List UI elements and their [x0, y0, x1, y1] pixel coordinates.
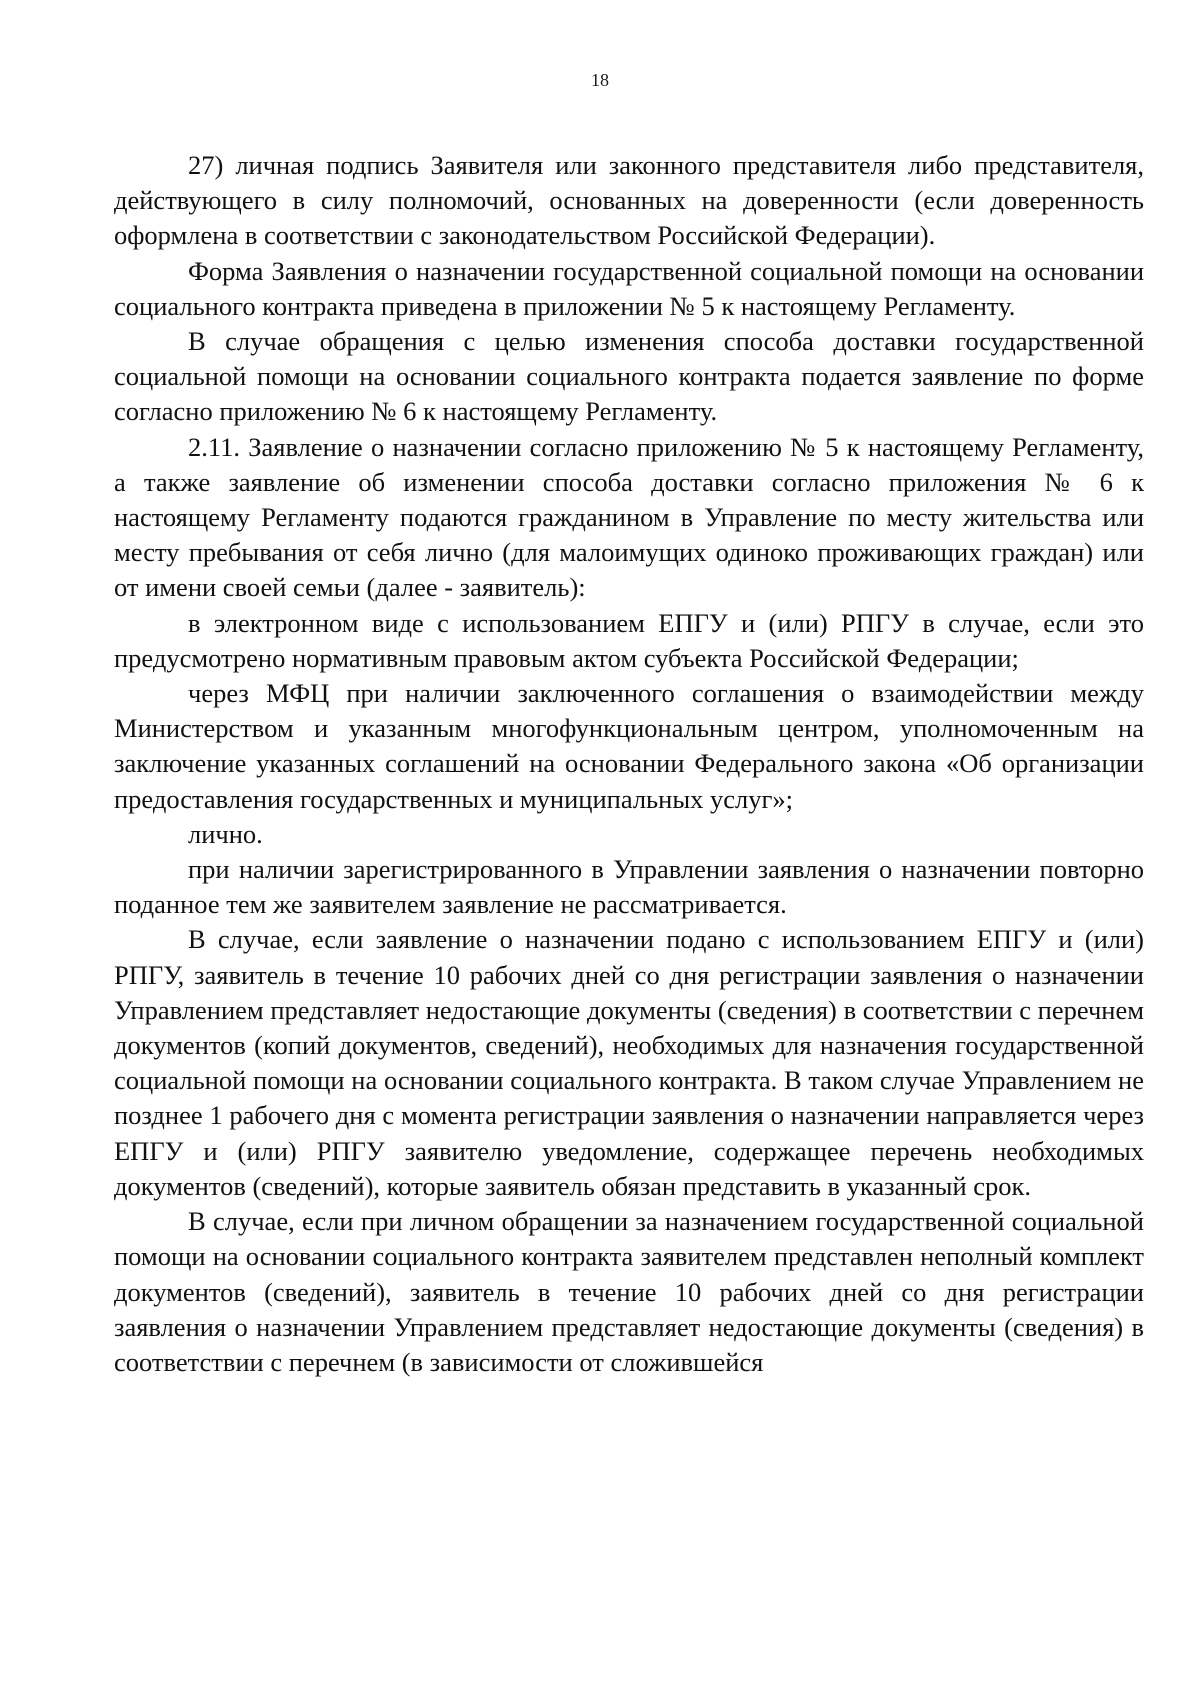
- document-body: [114, 148, 1144, 1380]
- paragraph-application-form: Форма Заявления о назначении государственной социальной помощи на основании социального контракта приведена в приложении № 5 к настоящему Регламенту.: [114, 255, 1144, 321]
- paragraph-electronic-submission: в электронном виде с использованием ЕПГУ и (или) РПГУ в случае, если это предусмотрено нормативным правовым актом субъекта Российской Федерации;: [114, 607, 1144, 673]
- paragraph-delivery-change: В случае обращения с целью изменения способа доставки государственной социальной помощи на основании социального контракта подается заявление по форме согласно приложению № 6 к настоящему Регламенту.: [114, 326, 1144, 427]
- page-number: 18: [591, 70, 609, 90]
- paragraph-in-person: лично.: [188, 818, 263, 849]
- paragraph-personal-incomplete-documents: В случае, если при личном обращении за назначением государственной социальной помощи на основании социального контракта заявителем представлен неполный комплект документов (сведений), заявитель в течение 10 рабочих дней со дня регистрации заявления о назначении Управлением представляет недостающие документы (сведения) в соответствии с перечнем (в зависимости от сложившейся: [114, 1206, 1144, 1377]
- paragraph-signature-item: 27) личная подпись Заявителя или законного представителя либо представителя, действующего в силу полномочий, основанных на доверенности (если доверенность оформлена в соответствии с законодательством Российской Федерации).: [114, 150, 1144, 251]
- paragraph-mfc-submission: через МФЦ при наличии заключенного соглашения о взаимодействии между Министерством и указанным многофункциональным центром, уполномоченным на заключение указанных соглашений на основании Федерального закона «Об организации предоставления государственных и муниципальных услуг»;: [114, 678, 1144, 814]
- paragraph-epgu-missing-documents: В случае, если заявление о назначении подано с использованием ЕПГУ и (или) РПГУ, заявитель в течение 10 рабочих дней со дня регистрации заявления о назначении Управлением представляет недостающие документы (сведения) в соответствии с перечнем документов (копий документов, сведений), необходимых для назначения государственной социальной помощи на основании социального контракта. В таком случае Управлением не позднее 1 рабочего дня с момента регистрации заявления о назначении направляется через ЕПГУ и (или) РПГУ заявителю уведомление, содержащее перечень необходимых документов (сведений), которые заявитель обязан представить в указанный срок.: [114, 924, 1144, 1201]
- paragraph-duplicate-application: при наличии зарегистрированного в Управлении заявления о назначении повторно поданное тем же заявителем заявление не рассматривается.: [114, 854, 1144, 920]
- paragraph-section-2-11: 2.11. Заявление о назначении согласно приложению № 5 к настоящему Регламенту, а также заявление об изменении способа доставки согласно приложения № 6 к настоящему Регламенту подаются гражданином в Управление по месту жительства или месту пребывания от себя лично (для малоимущих одиноко проживающих граждан) или от имени своей семьи (далее - заявитель):: [114, 431, 1144, 603]
